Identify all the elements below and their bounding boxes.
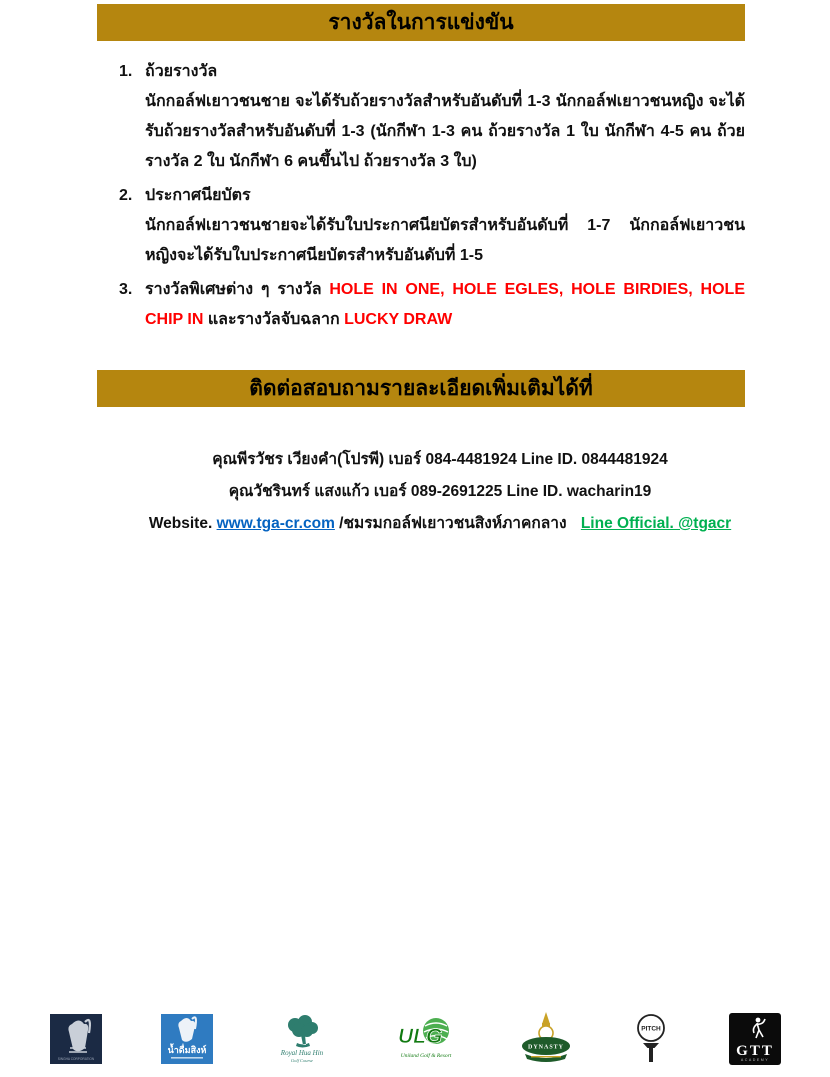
website-label: Website. bbox=[148, 515, 213, 532]
special-awards-middle: และรางวัลจับฉลาก bbox=[203, 311, 345, 328]
awards-section-title: รางวัลในการแข่งขัน bbox=[328, 11, 514, 34]
logo-caption: Royal Hua Hin bbox=[280, 1049, 323, 1057]
sponsor-logos-row bbox=[48, 1008, 782, 1070]
tee-icon bbox=[643, 1043, 659, 1048]
singha-corporation-logo bbox=[48, 1012, 104, 1066]
contact-person-1: คุณพีรวัชร เวียงคำ(โปรพี) เบอร์ 084-4481924 Line ID. 0844481924 bbox=[212, 451, 668, 468]
contact-person-2: คุณวัชรินทร์ แสงแก้ว เบอร์ 089-2691225 Line ID. wacharin19 bbox=[228, 483, 652, 500]
special-awards-prefix: รางวัลพิเศษต่าง ๆ รางวัล bbox=[145, 281, 330, 298]
logo-caption: GTT bbox=[736, 1043, 774, 1059]
gtt-academy-logo bbox=[728, 1011, 782, 1067]
website-suffix: /ชมรมกอล์ฟเยาวชนสิงห์ภาคกลาง bbox=[334, 515, 567, 532]
awards-list bbox=[119, 57, 745, 339]
singha-drinking-water-logo bbox=[161, 1013, 213, 1065]
list-item-body: นักกอล์ฟเยาวชนชาย จะได้รับถ้วยรางวัลสำหรับอันดับที่ 1-3 นักกอล์ฟเยาวชนหญิง จะได้รับถ้วยรางวัลสำหรับอันดับที่ 1-3 (นักกีฬา 1-3 คน ถ้วยรางวัล 1 ใบ นักกีฬา 4-5 คน ถ้วยรางวัล 2 ใบ นักกีฬา 6 คนขึ้นไป ถ้วยรางวัล 3 ใบ) bbox=[145, 93, 745, 170]
list-item-number: 1. bbox=[119, 63, 133, 80]
logo-subcaption: ACADEMY bbox=[740, 1058, 770, 1062]
logo-caption: PITCH bbox=[640, 1025, 661, 1033]
list-item-title: ถ้วยรางวัล bbox=[145, 63, 218, 80]
list-item-special-awards bbox=[119, 275, 745, 335]
logo-caption: SINGHA CORPORATION bbox=[57, 1057, 95, 1061]
list-item-title: ประกาศนียบัตร bbox=[145, 187, 251, 204]
list-item-body: นักกอล์ฟเยาวชนชายจะได้รับใบประกาศนียบัตรสำหรับอันดับที่ 1-7 นักกอล์ฟเยาวชนหญิงจะได้รับใบประกาศนียบัตรสำหรับอันดับที่ 1-5 bbox=[145, 217, 745, 264]
tree-icon bbox=[288, 1015, 318, 1048]
logo-subcaption: Golf Course bbox=[290, 1058, 313, 1063]
logo-caption: น้ำดื่มสิงห์ bbox=[167, 1045, 207, 1055]
stupa-icon bbox=[542, 1012, 550, 1024]
logo-caption: DYNASTY bbox=[528, 1044, 565, 1051]
royal-hua-hin-golf-course-logo bbox=[271, 1013, 333, 1065]
list-item-trophies bbox=[119, 57, 745, 177]
dynasty-golf-crest-logo bbox=[519, 1010, 573, 1068]
ulg-logo bbox=[390, 1016, 462, 1062]
website-line bbox=[110, 513, 770, 535]
list-item-certificates bbox=[119, 181, 745, 271]
list-item-content bbox=[145, 275, 745, 335]
awards-section-header-bar bbox=[97, 4, 745, 41]
contact-block bbox=[110, 449, 770, 545]
contact-section-title: ติดต่อสอบถามรายละเอียดเพิ่มเติมได้ที่ bbox=[249, 377, 593, 400]
list-item-content bbox=[145, 181, 745, 271]
logo-subcaption: Uniland Golf & Resort bbox=[400, 1053, 452, 1059]
pitch-logo bbox=[631, 1012, 671, 1066]
lucky-draw-red-label: LUCKY DRAW bbox=[344, 311, 453, 328]
list-item-content bbox=[145, 57, 745, 177]
list-item-number: 3. bbox=[119, 281, 133, 298]
logo-caption: ULG bbox=[397, 1025, 443, 1048]
website-link[interactable]: www.tga-cr.com bbox=[216, 515, 335, 532]
line-official-link[interactable]: Line Official. @tgacr bbox=[580, 515, 732, 532]
contact-section-header-bar bbox=[97, 370, 745, 407]
special-awards-red-list: HOLE IN ONE, HOLE EGLES, HOLE BIRDIES, HOLE CHIP IN bbox=[145, 281, 745, 328]
list-item-number: 2. bbox=[119, 187, 133, 204]
